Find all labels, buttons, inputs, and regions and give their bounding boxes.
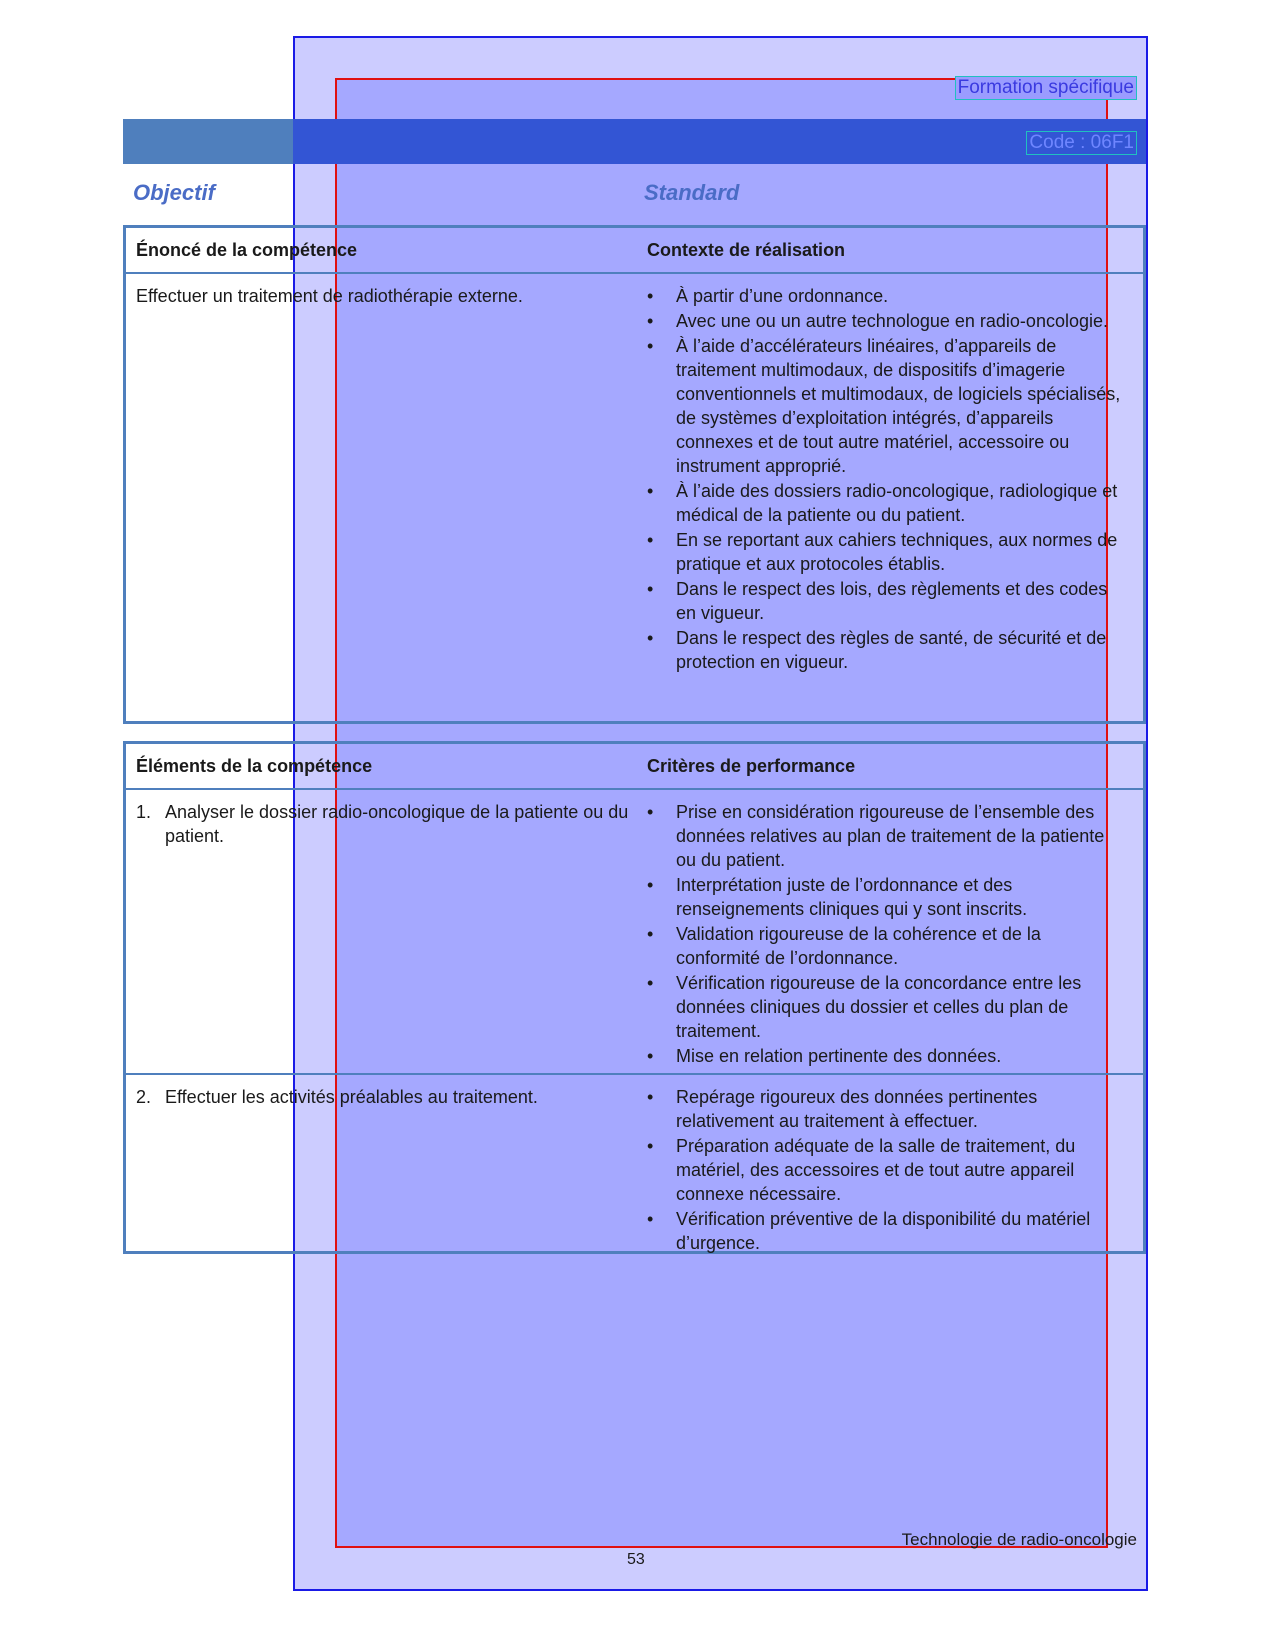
header-elements: Éléments de la compétence: [136, 756, 373, 776]
element-2: [136, 1085, 636, 1109]
table-row: [126, 1073, 1143, 1253]
header-enonce: Énoncé de la compétence: [136, 240, 358, 260]
list-item: • Dans le respect des lois, des règlements et des codes en vigueur.: [647, 577, 1127, 625]
competency-code: Code : 06F1: [1026, 131, 1137, 155]
criteria-list: [647, 1085, 1127, 1256]
header-criteres: Critères de performance: [647, 756, 856, 776]
criteria-list: [647, 800, 1127, 1069]
list-item: • En se reportant aux cahiers techniques, aux normes de pratique et aux protocoles établis.: [647, 528, 1127, 576]
competency-elements-table: [123, 741, 1146, 1254]
element-number: 2.: [136, 1087, 152, 1107]
list-item: • Avec une ou un autre technologue en radio-oncologie.: [647, 309, 1127, 333]
table-row: [126, 790, 1143, 1073]
list-item: • Préparation adéquate de la salle de traitement, du matériel, des accessoires et de tout autre appareil connexe nécessaire.: [647, 1134, 1127, 1206]
element-number: 1.: [136, 802, 152, 822]
list-item: • Prise en considération rigoureuse de l’ensemble des données relatives au plan de traitement de la patiente ou du patient.: [647, 800, 1127, 872]
table-row: [126, 274, 1143, 723]
list-item: • Interprétation juste de l’ordonnance et des renseignements cliniques qui y sont inscrits.: [647, 873, 1127, 921]
list-item: • À l’aide des dossiers radio-oncologique, radiologique et médical de la patiente ou du patient.: [647, 479, 1127, 527]
list-item: • Vérification préventive de la disponibilité du matériel d’urgence.: [647, 1207, 1127, 1255]
element-text: Effectuer les activités préalables au traitement.: [165, 1087, 538, 1107]
list-item: • Vérification rigoureuse de la concordance entre les données cliniques du dossier et celles du plan de traitement.: [647, 971, 1127, 1043]
objectif-title: Objectif: [133, 180, 215, 205]
table-header: [126, 228, 1143, 274]
page-number: 53: [627, 1551, 645, 1568]
program-footer: Technologie de radio-oncologie: [901, 1530, 1137, 1549]
competency-statement: [136, 284, 636, 308]
context-list: [647, 284, 1127, 675]
formation-header: Formation spécifique: [955, 76, 1137, 100]
list-item: • Dans le respect des règles de santé, de sécurité et de protection en vigueur.: [647, 626, 1127, 674]
table-header: [126, 744, 1143, 790]
list-item: • À l’aide d’accélérateurs linéaires, d’appareils de traitement multimodaux, de dispositifs d’imagerie conventionnels et multimodaux, de logiciels spécialisés, de systèmes d’exploitation intégrés, d’appareils connexes et de tout autre matériel, accessoire ou instrument approprié.: [647, 334, 1127, 478]
element-text: Analyser le dossier radio-oncologique de la patiente ou du patient.: [165, 802, 629, 846]
header-contexte: Contexte de réalisation: [647, 240, 846, 260]
list-item: • Mise en relation pertinente des données.: [647, 1044, 1127, 1068]
list-item: • Validation rigoureuse de la cohérence et de la conformité de l’ordonnance.: [647, 922, 1127, 970]
competency-statement-text: Effectuer un traitement de radiothérapie externe.: [136, 286, 523, 306]
list-item: • À partir d’une ordonnance.: [647, 284, 1127, 308]
standard-title: Standard: [644, 180, 740, 205]
competency-statement-table: [123, 225, 1146, 724]
element-1: [136, 800, 636, 848]
list-item: • Repérage rigoureux des données pertinentes relativement au traitement à effectuer.: [647, 1085, 1127, 1133]
code-bar-highlight: [293, 119, 1146, 164]
